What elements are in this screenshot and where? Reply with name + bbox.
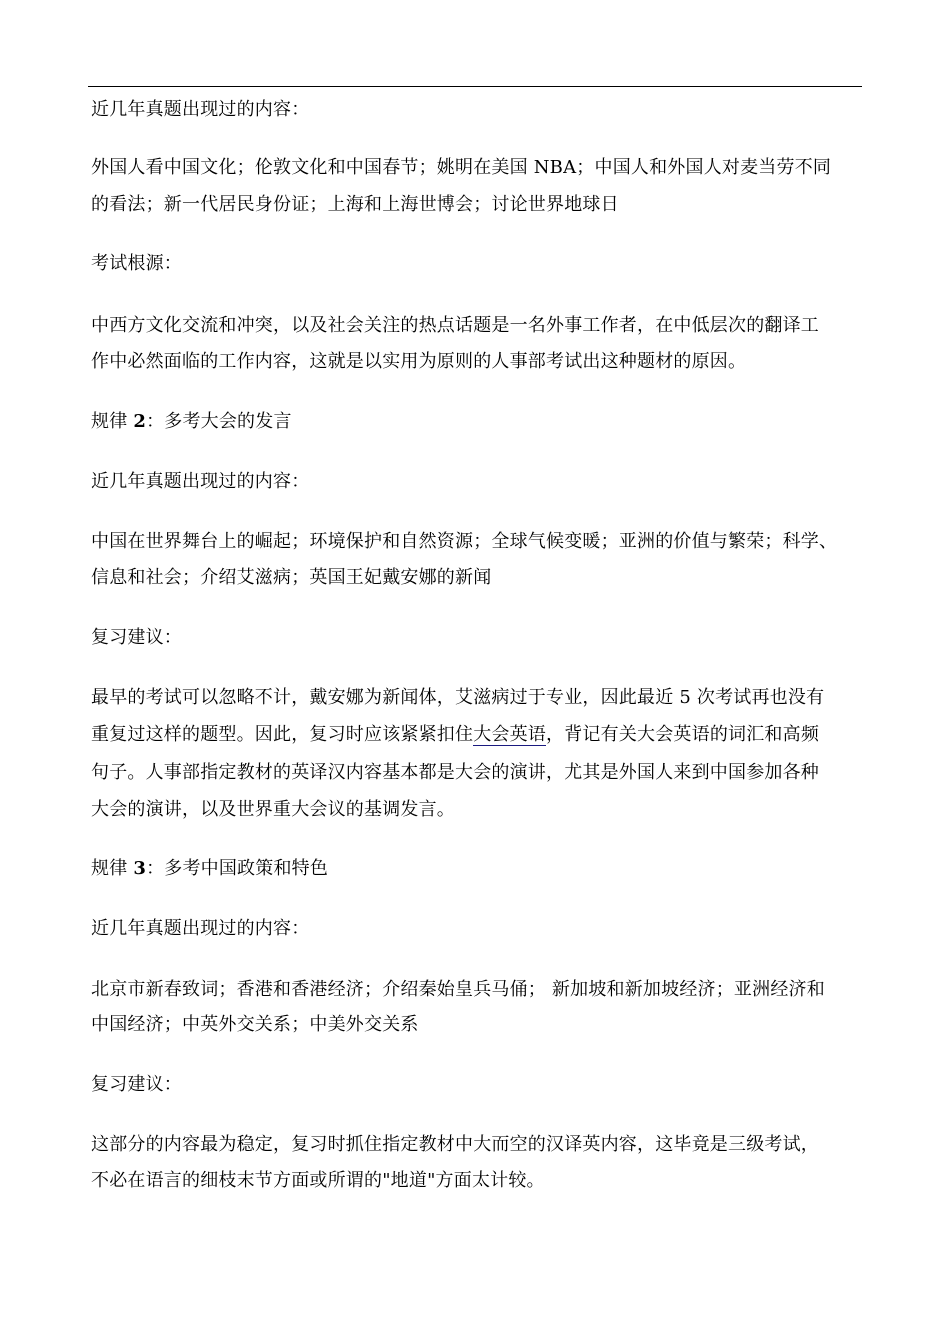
paragraph-line: 大会的演讲，以及世界重大会议的基调发言。 — [91, 799, 455, 820]
paragraph-line: 外国人看中国文化；伦敦文化和中国春节；姚明在美国 NBA；中国人和外国人对麦当劳不同 — [91, 157, 832, 178]
paragraph-heading: 近几年真题出现过的内容： — [91, 471, 310, 492]
paragraph-line: 信息和社会；介绍艾滋病；英国王妃戴安娜的新闻 — [91, 567, 492, 588]
rule-3-heading — [91, 858, 866, 880]
rule-2-title: ：多考大会的发言 — [146, 411, 292, 432]
rule-2-number: 2 — [133, 411, 147, 432]
paragraph-line: 作中必然面临的工作内容，这就是以实用为原则的人事部考试出这种题材的原因。 — [91, 351, 747, 372]
header-rule — [88, 86, 862, 87]
paragraph-line: 最早的考试可以忽略不计，戴安娜为新闻体，艾滋病过于专业，因此最近 5 次考试再也没有 — [91, 687, 825, 708]
rule-3-number: 3 — [133, 858, 147, 879]
paragraph-line: 中国在世界舞台上的崛起；环境保护和自然资源；全球气候变暖；亚洲的价值与繁荣；科学、 — [91, 531, 838, 552]
paragraph-heading: 近几年真题出现过的内容： — [91, 99, 310, 120]
rule-2-heading — [91, 411, 866, 433]
conference-english-link[interactable]: 大会英语 — [473, 724, 547, 745]
paragraph-heading: 复习建议： — [91, 627, 182, 648]
link-line-before: 重复过这样的题型。因此，复习时应该紧紧扣住 — [91, 724, 474, 745]
link-line-after: ，背记有关大会英语的词汇和高频 — [546, 724, 820, 745]
paragraph-line: 北京市新春致词；香港和香港经济；介绍秦始皇兵马俑； 新加坡和新加坡经济；亚洲经济和 — [91, 979, 825, 1000]
paragraph-line: 中国经济；中英外交关系；中美外交关系 — [91, 1014, 419, 1035]
paragraph-heading: 复习建议： — [91, 1074, 182, 1095]
paragraph-line: 句子。人事部指定教材的英译汉内容基本都是大会的演讲，尤其是外国人来到中国参加各种 — [91, 762, 819, 783]
paragraph-line: 不必在语言的细枝末节方面或所谓的"地道"方面太计较。 — [91, 1170, 545, 1191]
rule-3-title: ：多考中国政策和特色 — [146, 858, 329, 879]
paragraph-heading: 近几年真题出现过的内容： — [91, 918, 310, 939]
paragraph-line: 中西方文化交流和冲突，以及社会关注的热点话题是一名外事工作者，在中低层次的翻译工 — [91, 315, 819, 336]
paragraph-heading: 考试根源： — [91, 253, 182, 274]
paragraph-line: 的看法；新一代居民身份证；上海和上海世博会；讨论世界地球日 — [91, 194, 619, 215]
paragraph-line-with-link — [91, 724, 866, 746]
paragraph-line: 这部分的内容最为稳定，复习时抓住指定教材中大而空的汉译英内容，这毕竟是三级考试， — [91, 1134, 819, 1155]
rule-3-prefix: 规律 — [91, 858, 134, 879]
rule-2-prefix: 规律 — [91, 411, 134, 432]
